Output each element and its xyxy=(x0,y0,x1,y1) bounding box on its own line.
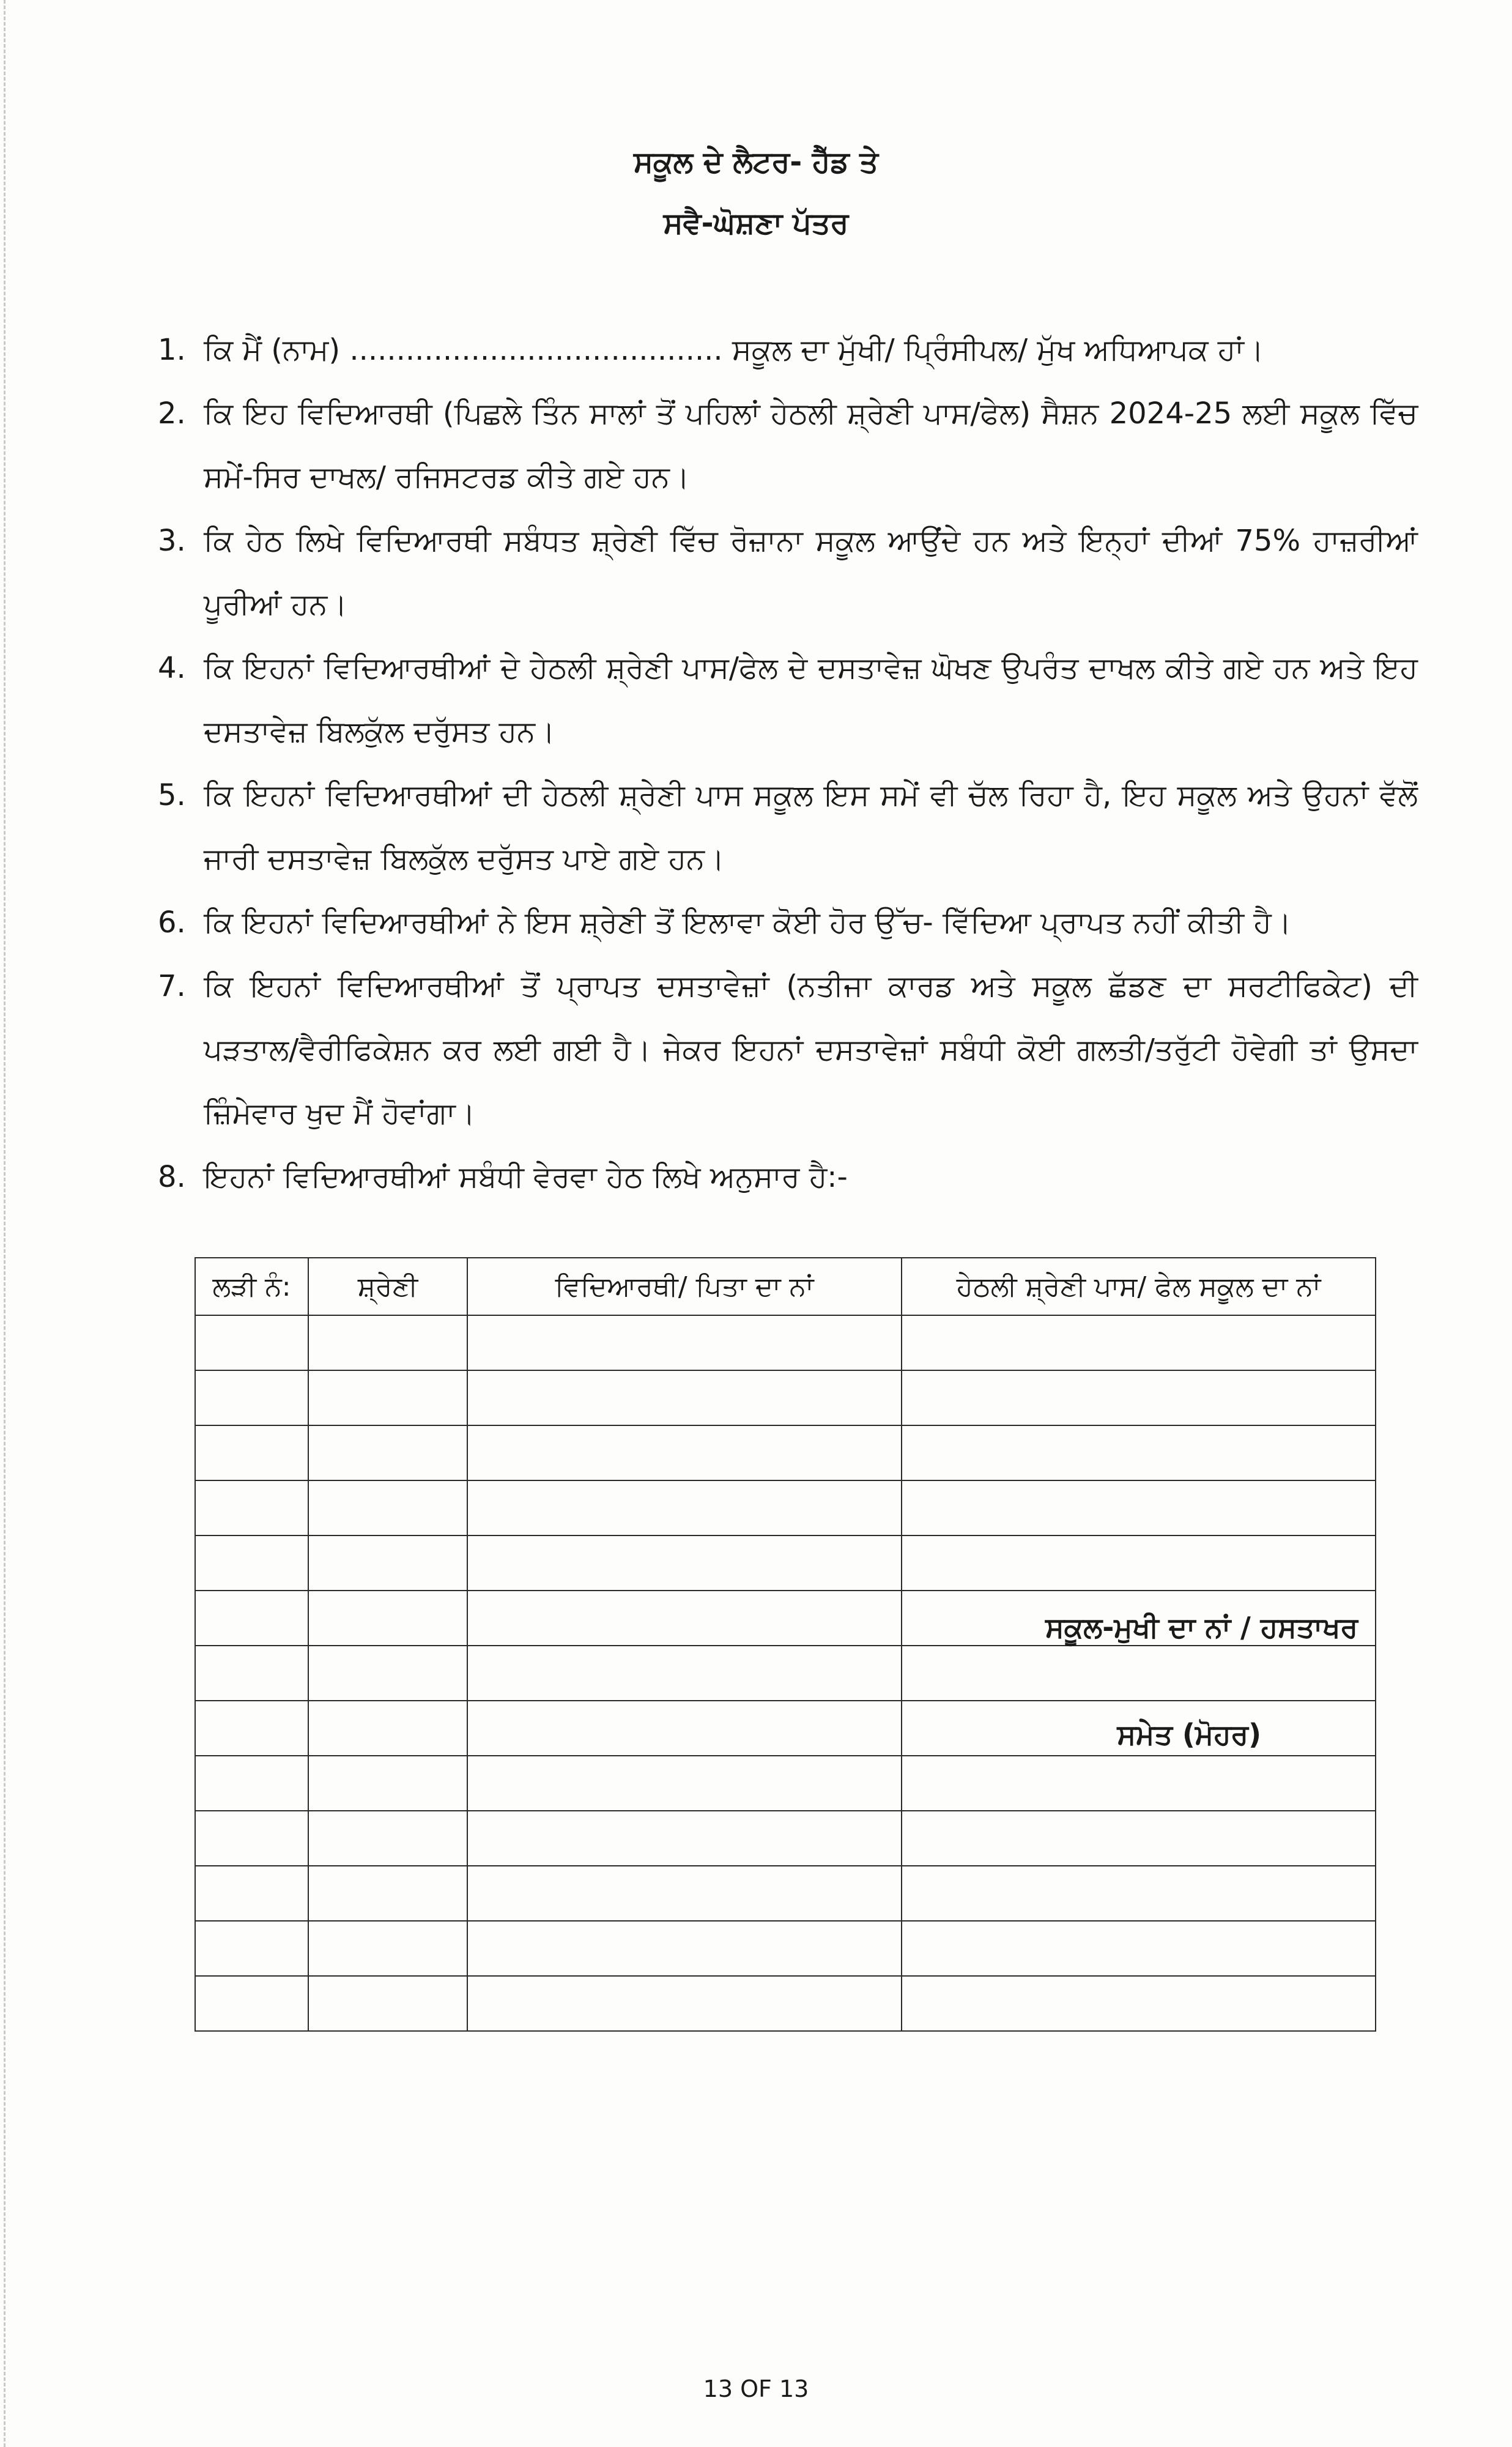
table-row xyxy=(195,1535,1376,1591)
table-cell xyxy=(195,1315,308,1370)
table-row xyxy=(195,1866,1376,1921)
clause-8 xyxy=(158,1145,1418,1209)
table-row xyxy=(195,1976,1376,2031)
table-cell xyxy=(467,1480,902,1535)
table-cell xyxy=(467,1591,902,1646)
table-cell xyxy=(308,1976,467,2031)
clause-text: ਕਿ ਇਹਨਾਂ ਵਿਦਿਆਰਥੀਆਂ ਤੋਂ ਪ੍ਰਾਪਤ ਦਸਤਾਵੇਜ਼ਾਂ (ਨਤੀਜਾ ਕਾਰਡ ਅਤੇ ਸਕੂਲ ਛੱਡਣ ਦਾ ਸਰਟੀਫਿਕੇਟ) ਦੀ ਪੜਤਾਲ/ਵੈਰੀਫਿਕੇਸ਼ਨ ਕਰ ਲਈ ਗਈ ਹੈ। ਜੇਕਰ ਇਹਨਾਂ ਦਸਤਾਵੇਜ਼ਾਂ ਸਬੰਧੀ ਕੋਈ ਗਲਤੀ/ਤਰੁੱਟੀ ਹੋਵੇਗੀ ਤਾਂ ਉਸਦਾ ਜ਼ਿੰਮੇਵਾਰ ਖੁਦ ਮੈਂ ਹੋਵਾਂਗਾ। xyxy=(204,969,1418,1131)
table-row xyxy=(195,1921,1376,1976)
table-cell xyxy=(467,1866,902,1921)
table-cell xyxy=(308,1866,467,1921)
table-cell xyxy=(308,1646,467,1701)
col-class: ਸ਼੍ਰੇਣੀ xyxy=(308,1258,467,1315)
clause-6 xyxy=(158,891,1418,954)
table-cell xyxy=(195,1370,308,1425)
clause-number: 3. xyxy=(158,524,186,558)
clause-number: 1. xyxy=(158,333,186,367)
clause-text: ਕਿ ਇਹ ਵਿਦਿਆਰਥੀ (ਪਿਛਲੇ ਤਿੰਨ ਸਾਲਾਂ ਤੋਂ ਪਹਿਲਾਂ ਹੇਠਲੀ ਸ਼੍ਰੇਣੀ ਪਾਸ/ਫੇਲ) ਸੈਸ਼ਨ 2024-25 ਲਈ ਸਕੂਲ ਵਿੱਚ ਸਮੇਂ-ਸਿਰ ਦਾਖਲ/ ਰਜਿਸਟਰਡ ਕੀਤੇ ਗਏ ਹਨ। xyxy=(204,396,1418,494)
col-previous-school: ਹੇਠਲੀ ਸ਼੍ਰੇਣੀ ਪਾਸ/ ਫੇਲ ਸਕੂਲ ਦਾ ਨਾਂ xyxy=(902,1258,1376,1315)
table-cell xyxy=(195,1425,308,1480)
table-cell xyxy=(308,1591,467,1646)
table-header-row xyxy=(195,1258,1376,1315)
scan-edge-line xyxy=(4,0,6,2447)
table-cell xyxy=(195,1756,308,1811)
clause-text: ਇਹਨਾਂ ਵਿਦਿਆਰਥੀਆਂ ਸਬੰਧੀ ਵੇਰਵਾ ਹੇਠ ਲਿਖੇ ਅਨੁਸਾਰ ਹੈ:- xyxy=(204,1160,848,1194)
table-cell xyxy=(195,1811,308,1866)
table-cell xyxy=(902,1921,1376,1976)
clause-text: ਕਿ ਮੈਂ (ਨਾਮ) ........................................ ਸਕੂਲ ਦਾ ਮੁੱਖੀ/ ਪ੍ਰਿੰਸੀਪਲ/ ਮੁੱਖ ਅਧਿਆਪਕ ਹਾਂ। xyxy=(204,333,1264,367)
col-serial-no: ਲੜੀ ਨੰ: xyxy=(195,1258,308,1315)
table-cell xyxy=(195,1646,308,1701)
table-cell xyxy=(467,1811,902,1866)
table-cell xyxy=(195,1921,308,1976)
clause-number: 8. xyxy=(158,1160,186,1194)
principal-signature-label: ਸਕੂਲ-ਮੁਖੀ ਦਾ ਨਾਂ / ਹਸਤਾਖਰ xyxy=(1045,1611,1358,1644)
table-cell xyxy=(467,1315,902,1370)
table-cell xyxy=(308,1370,467,1425)
table-cell xyxy=(902,1756,1376,1811)
table-row xyxy=(195,1315,1376,1370)
table-cell xyxy=(308,1701,467,1756)
table-cell xyxy=(467,1646,902,1701)
table-row xyxy=(195,1425,1376,1480)
clause-number: 2. xyxy=(158,396,186,431)
col-student-father-name: ਵਿਦਿਆਰਥੀ/ ਪਿਤਾ ਦਾ ਨਾਂ xyxy=(467,1258,902,1315)
table-cell xyxy=(195,1976,308,2031)
clause-4 xyxy=(158,636,1418,763)
table-cell xyxy=(467,1756,902,1811)
table-cell xyxy=(902,1315,1376,1370)
clause-text: ਕਿ ਹੇਠ ਲਿਖੇ ਵਿਦਿਆਰਥੀ ਸਬੰਧਤ ਸ਼੍ਰੇਣੀ ਵਿੱਚ ਰੋਜ਼ਾਨਾ ਸਕੂਲ ਆਉਂਦੇ ਹਨ ਅਤੇ ਇਨ੍ਹਾਂ ਦੀਆਂ 75% ਹਾਜ਼ਰੀਆਂ ਪੂਰੀਆਂ ਹਨ। xyxy=(204,524,1418,622)
table-cell xyxy=(467,1976,902,2031)
table-cell xyxy=(308,1756,467,1811)
table-row xyxy=(195,1370,1376,1425)
seal-label: ਸਮੇਤ (ਮੋਹਰ) xyxy=(1117,1718,1261,1751)
table-cell xyxy=(195,1701,308,1756)
table-cell xyxy=(308,1425,467,1480)
table-row xyxy=(195,1756,1376,1811)
clause-5 xyxy=(158,763,1418,891)
table-cell xyxy=(308,1535,467,1591)
table-cell xyxy=(195,1535,308,1591)
clause-text: ਕਿ ਇਹਨਾਂ ਵਿਦਿਆਰਥੀਆਂ ਨੇ ਇਸ ਸ਼੍ਰੇਣੀ ਤੋਂ ਇਲਾਵਾ ਕੋਈ ਹੋਰ ਉੱਚ- ਵਿੱਦਿਆ ਪ੍ਰਾਪਤ ਨਹੀਂ ਕੀਤੀ ਹੈ। xyxy=(204,905,1292,940)
table-cell xyxy=(467,1535,902,1591)
table-cell xyxy=(902,1535,1376,1591)
table-cell xyxy=(308,1811,467,1866)
clause-7 xyxy=(158,954,1418,1145)
table-cell xyxy=(308,1315,467,1370)
clause-2 xyxy=(158,382,1418,509)
page-number: 13 OF 13 xyxy=(703,2375,809,2402)
table-cell xyxy=(902,1866,1376,1921)
table-cell xyxy=(195,1480,308,1535)
document-heading: ਸਕੂਲ ਦੇ ਲੈਟਰ- ਹੈੱਡ ਤੇ xyxy=(633,145,879,179)
table-cell xyxy=(902,1976,1376,2031)
table-cell xyxy=(467,1701,902,1756)
table-cell xyxy=(308,1480,467,1535)
clause-1 xyxy=(158,318,1418,382)
table-cell xyxy=(467,1425,902,1480)
clause-text: ਕਿ ਇਹਨਾਂ ਵਿਦਿਆਰਥੀਆਂ ਦੀ ਹੇਠਲੀ ਸ਼੍ਰੇਣੀ ਪਾਸ ਸਕੂਲ ਇਸ ਸਮੇਂ ਵੀ ਚੱਲ ਰਿਹਾ ਹੈ, ਇਹ ਸਕੂਲ ਅਤੇ ਉਹਨਾਂ ਵੱਲੋਂ ਜਾਰੀ ਦਸਤਾਵੇਜ਼ ਬਿਲਕੁੱਲ ਦਰੁੱਸਤ ਪਾਏ ਗਏ ਹਨ। xyxy=(204,778,1418,876)
table-cell xyxy=(195,1866,308,1921)
clause-number: 7. xyxy=(158,969,186,1003)
table-row xyxy=(195,1646,1376,1701)
table-cell xyxy=(902,1646,1376,1701)
table-cell xyxy=(902,1425,1376,1480)
clause-number: 5. xyxy=(158,778,186,812)
table-cell xyxy=(308,1921,467,1976)
table-cell xyxy=(902,1370,1376,1425)
clause-number: 4. xyxy=(158,651,186,685)
clause-3 xyxy=(158,509,1418,636)
declaration-clauses xyxy=(158,318,1418,1209)
table-cell xyxy=(467,1370,902,1425)
table-cell xyxy=(902,1811,1376,1866)
table-row xyxy=(195,1811,1376,1866)
table-body xyxy=(195,1315,1376,2031)
table-cell xyxy=(902,1480,1376,1535)
clause-number: 6. xyxy=(158,905,186,940)
table-row xyxy=(195,1480,1376,1535)
clause-text: ਕਿ ਇਹਨਾਂ ਵਿਦਿਆਰਥੀਆਂ ਦੇ ਹੇਠਲੀ ਸ਼੍ਰੇਣੀ ਪਾਸ/ਫੇਲ ਦੇ ਦਸਤਾਵੇਜ਼ ਘੋਖਣ ਉਪਰੰਤ ਦਾਖਲ ਕੀਤੇ ਗਏ ਹਨ ਅਤੇ ਇਹ ਦਸਤਾਵੇਜ਼ ਬਿਲਕੁੱਲ ਦਰੁੱਸਤ ਹਨ। xyxy=(204,651,1418,749)
table-cell xyxy=(467,1921,902,1976)
table-cell xyxy=(195,1591,308,1646)
document-title: ਸਵੈ-ਘੋਸ਼ਣਾ ਪੱਤਰ xyxy=(663,206,849,240)
